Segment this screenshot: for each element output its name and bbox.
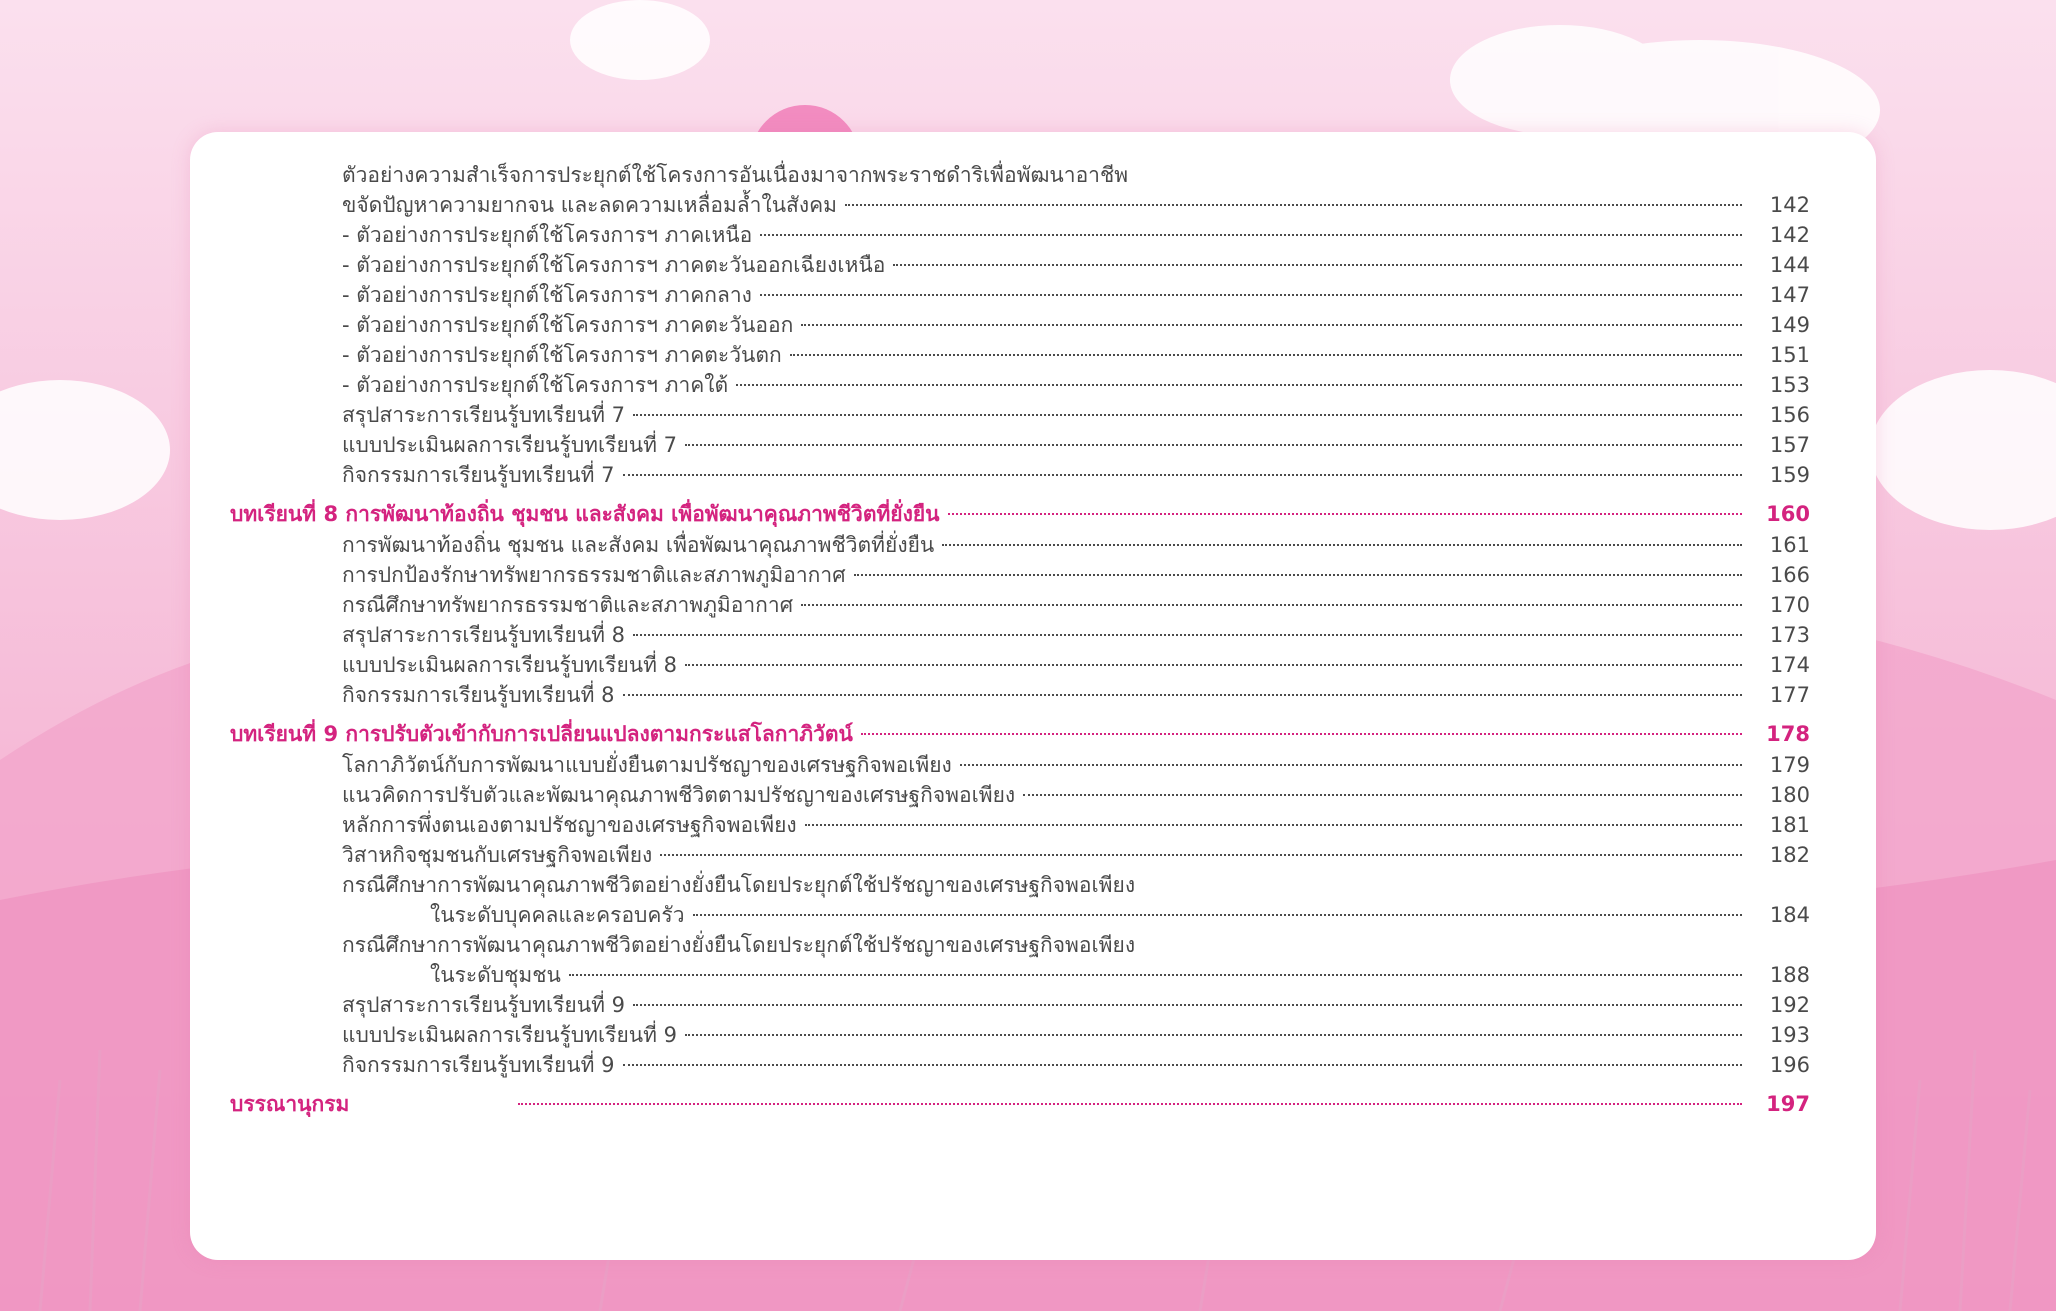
page-number: 153: [1769, 373, 1810, 397]
page-number: 149: [1769, 313, 1810, 337]
dot-leader: [685, 444, 1742, 446]
page-number: 144: [1769, 253, 1810, 277]
toc-entry-text: สรุปสาระการเรียนรู้บทเรียนที่ 8: [342, 623, 625, 647]
toc-entry-text: แบบประเมินผลการเรียนรู้บทเรียนที่ 9: [342, 1023, 677, 1047]
page-number: 151: [1769, 343, 1810, 367]
toc-entry-text: กิจกรรมการเรียนรู้บทเรียนที่ 9: [342, 1053, 615, 1077]
toc-entry-text: ตัวอย่างความสำเร็จการประยุกต์ใช้โครงการอันเนื่องมาจากพระราชดำริเพื่อพัฒนาอาชีพ: [342, 163, 1129, 187]
dot-leader: [948, 513, 1742, 515]
toc-entry-text: กิจกรรมการเรียนรู้บทเรียนที่ 8: [342, 683, 615, 707]
toc-entry-text: การพัฒนาท้องถิ่น ชุมชน และสังคม เพื่อพัฒนาคุณภาพชีวิตที่ยั่งยืน: [342, 533, 935, 557]
toc-entry: [230, 370, 1810, 400]
page-number: 142: [1769, 223, 1810, 247]
toc-entry-text: บทเรียนที่ 8 การพัฒนาท้องถิ่น ชุมชน และสังคม เพื่อพัฒนาคุณภาพชีวิตที่ยั่งยืน: [230, 502, 940, 526]
toc-entry: [230, 220, 1810, 250]
toc-entry-text: แบบประเมินผลการเรียนรู้บทเรียนที่ 7: [342, 433, 677, 457]
page-number: 181: [1769, 813, 1810, 837]
toc-entry-text: แนวคิดการปรับตัวและพัฒนาคุณภาพชีวิตตามปรัชญาของเศรษฐกิจพอเพียง: [342, 783, 1016, 807]
toc-entry-text: สรุปสาระการเรียนรู้บทเรียนที่ 7: [342, 403, 625, 427]
dot-leader: [960, 764, 1742, 766]
dot-leader: [854, 574, 1742, 576]
dot-leader: [633, 1004, 1742, 1006]
page-number: 180: [1769, 783, 1810, 807]
dot-leader: [623, 474, 1743, 476]
toc-entry: [230, 310, 1810, 340]
toc-entry-text: - ตัวอย่างการประยุกต์ใช้โครงการฯ ภาคเหนือ: [342, 223, 753, 247]
dot-leader: [845, 204, 1742, 206]
toc-entry: [230, 460, 1810, 490]
dot-leader: [790, 354, 1742, 356]
dot-leader: [736, 384, 1742, 386]
bibliography-heading[interactable]: [230, 1088, 1810, 1120]
toc-entry: [230, 340, 1810, 370]
toc-entry: [230, 400, 1810, 430]
toc-entry-text: - ตัวอย่างการประยุกต์ใช้โครงการฯ ภาคตะวันออก: [342, 313, 794, 337]
toc-entry-text: กรณีศึกษาการพัฒนาคุณภาพชีวิตอย่างยั่งยืนโดยประยุกต์ใช้ปรัชญาของเศรษฐกิจพอเพียง: [342, 873, 1136, 897]
toc-entry: [230, 430, 1810, 460]
toc-entry: [230, 990, 1810, 1020]
dot-leader: [623, 694, 1743, 696]
page-number: 160: [1766, 502, 1810, 526]
toc-entry: [230, 810, 1810, 840]
toc-entry: [230, 530, 1810, 560]
page-number: 174: [1769, 653, 1810, 677]
toc-entry: [230, 650, 1810, 680]
toc-entry-text: ในระดับชุมชน: [430, 963, 561, 987]
dot-leader: [685, 664, 1742, 666]
toc-entry-text: กิจกรรมการเรียนรู้บทเรียนที่ 7: [342, 463, 615, 487]
dot-leader: [633, 414, 1742, 416]
page-number: 147: [1769, 283, 1810, 307]
page-number: 156: [1769, 403, 1810, 427]
toc-entry: [230, 620, 1810, 650]
page-number: 193: [1769, 1023, 1810, 1047]
page-number: 173: [1769, 623, 1810, 647]
toc-entry-text: สรุปสาระการเรียนรู้บทเรียนที่ 9: [342, 993, 625, 1017]
dot-leader: [760, 294, 1742, 296]
dot-leader: [893, 264, 1742, 266]
table-of-contents: [230, 160, 1810, 1120]
dot-leader: [660, 854, 1742, 856]
dot-leader: [861, 733, 1742, 735]
toc-entry: [230, 840, 1810, 870]
toc-entry-text: กรณีศึกษาการพัฒนาคุณภาพชีวิตอย่างยั่งยืนโดยประยุกต์ใช้ปรัชญาของเศรษฐกิจพอเพียง: [342, 933, 1136, 957]
toc-entry-text: - ตัวอย่างการประยุกต์ใช้โครงการฯ ภาคตะวันตก: [342, 343, 782, 367]
page-number: 182: [1769, 843, 1810, 867]
toc-entry-text: การปกป้องรักษาทรัพยากรธรรมชาติและสภาพภูมิอากาศ: [342, 563, 846, 587]
dot-leader: [760, 234, 1742, 236]
chapter-heading[interactable]: [230, 718, 1810, 750]
toc-entry: [230, 250, 1810, 280]
toc-entry: [230, 160, 1810, 190]
dot-leader: [693, 914, 1742, 916]
page-number: 161: [1769, 533, 1810, 557]
page-number: 179: [1769, 753, 1810, 777]
page-number: 188: [1769, 963, 1810, 987]
toc-entry-text: บรรณานุกรม: [230, 1092, 350, 1116]
toc-entry: [230, 560, 1810, 590]
page-number: 142: [1769, 193, 1810, 217]
page-number: 159: [1769, 463, 1810, 487]
toc-entry-text: หลักการพึ่งตนเองตามปรัชญาของเศรษฐกิจพอเพียง: [342, 813, 797, 837]
page-number: 157: [1769, 433, 1810, 457]
dot-leader: [685, 1034, 1742, 1036]
toc-entry-text: ขจัดปัญหาความยากจน และลดความเหลื่อมล้ำในสังคม: [342, 193, 838, 217]
toc-entry: [230, 960, 1810, 990]
page-number: 177: [1769, 683, 1810, 707]
toc-entry-text: บทเรียนที่ 9 การปรับตัวเข้ากับการเปลี่ยนแปลงตามกระแสโลกาภิวัตน์: [230, 722, 853, 746]
dot-leader: [518, 1103, 1742, 1105]
toc-entry: [230, 1050, 1810, 1080]
dot-leader: [1023, 794, 1742, 796]
dot-leader: [801, 604, 1742, 606]
dot-leader: [623, 1064, 1743, 1066]
toc-entry: [230, 780, 1810, 810]
page-number: 196: [1769, 1053, 1810, 1077]
page-number: 197: [1766, 1092, 1810, 1116]
chapter-heading[interactable]: [230, 498, 1810, 530]
page-number: 166: [1769, 563, 1810, 587]
toc-entry-text: ในระดับบุคคลและครอบครัว: [430, 903, 685, 927]
toc-entry: [230, 900, 1810, 930]
toc-entry: [230, 930, 1810, 960]
toc-entry: [230, 280, 1810, 310]
toc-entry: [230, 870, 1810, 900]
page-number: 178: [1766, 722, 1810, 746]
toc-entry-text: - ตัวอย่างการประยุกต์ใช้โครงการฯ ภาคใต้: [342, 373, 729, 397]
dot-leader: [942, 544, 1742, 546]
dot-leader: [805, 824, 1742, 826]
page-number: 184: [1769, 903, 1810, 927]
page-number: 170: [1769, 593, 1810, 617]
toc-entry-text: - ตัวอย่างการประยุกต์ใช้โครงการฯ ภาคกลาง: [342, 283, 752, 307]
toc-entry-text: - ตัวอย่างการประยุกต์ใช้โครงการฯ ภาคตะวันออกเฉียงเหนือ: [342, 253, 886, 277]
toc-entry: [230, 680, 1810, 710]
toc-entry-text: กรณีศึกษาทรัพยากรธรรมชาติและสภาพภูมิอากาศ: [342, 593, 794, 617]
toc-entry-text: วิสาหกิจชุมชนกับเศรษฐกิจพอเพียง: [342, 843, 653, 867]
toc-entry: [230, 190, 1810, 220]
page-number: 192: [1769, 993, 1810, 1017]
dot-leader: [569, 974, 1742, 976]
toc-entry-text: แบบประเมินผลการเรียนรู้บทเรียนที่ 8: [342, 653, 677, 677]
dot-leader: [801, 324, 1742, 326]
dot-leader: [633, 634, 1742, 636]
toc-entry: [230, 590, 1810, 620]
toc-entry-text: โลกาภิวัตน์กับการพัฒนาแบบยั่งยืนตามปรัชญาของเศรษฐกิจพอเพียง: [342, 753, 952, 777]
toc-entry: [230, 750, 1810, 780]
toc-entry: [230, 1020, 1810, 1050]
